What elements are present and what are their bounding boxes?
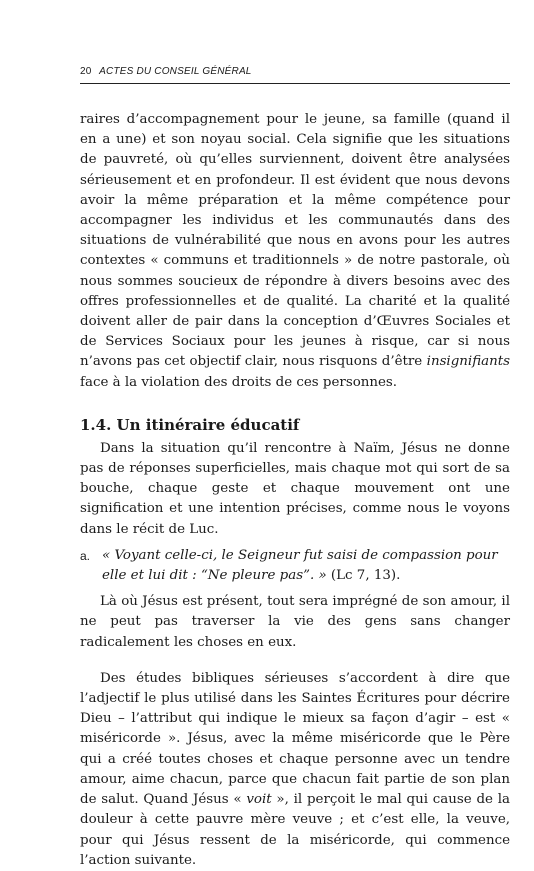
paragraph-intro: Dans la situation qu’il rencontre à Naïm, Jésus ne donne pas de réponses superficielles, mais chaque mot qui sort de sa bouche, chaque geste et chaque mouvement ont une signification et une intention précises, comme nous le voyons dans le récit de Luc. [80, 440, 510, 537]
paragraph-mercy [80, 669, 510, 871]
running-title: ACTES DU CONSEIL GÉNÉRAL [99, 66, 252, 77]
paragraph-text: », il perçoit le mal qui cause de la douleur à cette pauvre mère veuve ; et c’est elle, la veuve, pour qui Jésus ressent de la miséricorde, qui commence l’action suivante. [80, 792, 510, 868]
paragraph-text: raires d’accompagnement pour le jeune, sa famille (quand il en a une) et son noyau social. Cela signifie que les situations de pauvreté, où qu’elles surviennent, doivent être analysées sérieusement et en profondeur. Il est évident que nous devons avoir la même préparation et la même compétence pour accompagner les individus et les communautés dans des situations de vulnérabilité que nous en avons pour les autres contextes « communs et traditionnels » de notre pastorale, où nous sommes soucieux de répondre à divers besoins avec des offres professionnelles et de qualité. La charité et la qualité doivent aller de pair dans la conception d’Œuvres Sociales et de Services Sociaux pour les jeunes à risque, car si nous n’avons pas cet objectif clair, nous risquons d’être [80, 112, 510, 370]
scripture-quote [80, 546, 510, 586]
paragraph-continuation [80, 110, 510, 393]
quote-reference: (Lc 7, 13). [330, 568, 401, 584]
emphasis-text: voit [246, 792, 272, 808]
emphasis-text: insignifiants [426, 354, 510, 370]
list-label: a. [80, 548, 91, 563]
section-heading: 1.4. Un itinéraire éducatif [80, 415, 300, 434]
page-number: 20 [80, 66, 92, 77]
paragraph-text: Des études bibliques sérieuses s’accordent à dire que l’adjectif le plus utilisé dans les Saintes Écritures pour décrire Dieu – l’attribut qui indique le mieux sa façon d’agir – est « miséricorde ». Jésus, avec la même miséricorde que le Père qui a créé toutes choses et chaque personne avec un tendre amour, aime chacun, parce que chacun fait partie de son plan de salut. Quand Jésus « [80, 670, 510, 808]
quote-text: « Voyant celle-ci, le Seigneur fut saisi de compassion pour elle et lui dit : “Ne pleure pas”. » [102, 547, 498, 584]
running-header [80, 66, 510, 77]
header-rule [80, 83, 510, 84]
paragraph-presence: Là où Jésus est présent, tout sera imprégné de son amour, il ne peut pas traverser la vie des gens sans changer radicalement les choses en eux. [80, 594, 510, 650]
paragraph-text: face à la violation des droits de ces personnes. [80, 374, 398, 390]
page-body [80, 110, 510, 871]
